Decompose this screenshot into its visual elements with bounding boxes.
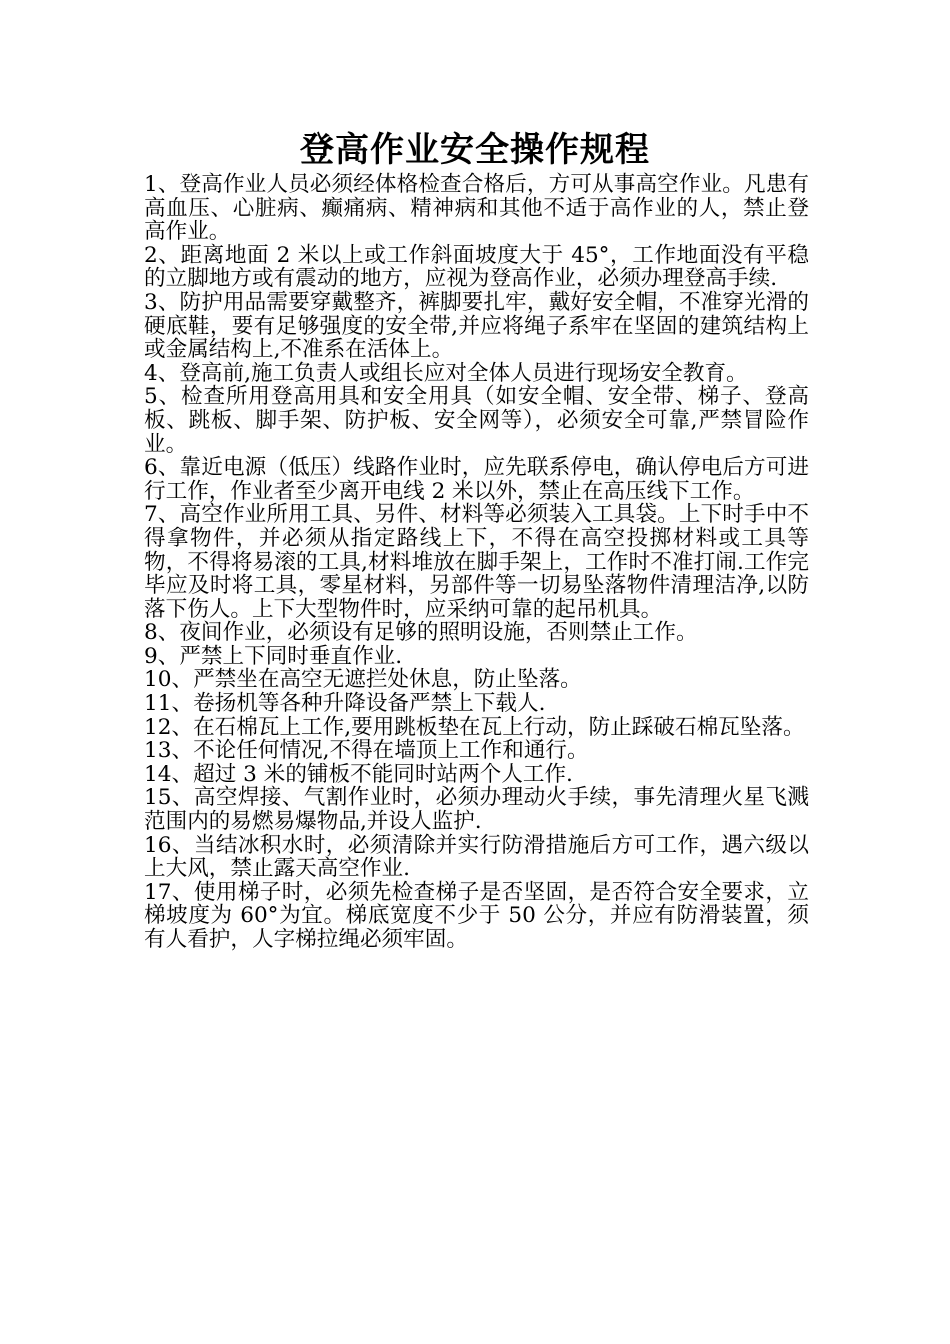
rule-item: 12、在石棉瓦上工作,要用跳板垫在瓦上行动，防止踩破石棉瓦坠落。	[144, 714, 805, 740]
rule-item: 4、登高前,施工负责人或组长应对全体人员进行现场安全教育。	[144, 360, 748, 386]
rule-item: 7、高空作业所用工具、另件、材料等必须装入工具袋。上下时手中不得拿物件，并必须从指定路线上下，不得在高空投掷材料或工具等物，不得将易滚的工具,材料堆放在脚手架上，工作时不准打闹.工作完毕应及时将工具，零星材料，另部件等一切易坠落物件清理洁净,以防落下伤人。上下大型物件时，应采纳可靠的起吊机具。	[144, 502, 809, 622]
rule-item: 11、卷扬机等各种升降设备严禁上下载人.	[144, 691, 546, 717]
rule-item: 3、防护用品需要穿戴整齐，裤脚要扎牢，戴好安全帽，不准穿光滑的硬底鞋，要有足够强度的安全带,并应将绳子系牢在坚固的建筑结构上或金属结构上,不准系在活体上。	[144, 289, 809, 363]
rule-item: 15、高空焊接、气割作业时，必须办理动火手续，事先清理火星飞溅范围内的易燃易爆物品,并设人监护.	[144, 785, 809, 835]
rule-item: 5、检查所用登高用具和安全用具（如安全帽、安全带、梯子、登高板、跳板、脚手架、防护板、安全网等），必须安全可靠,严禁冒险作业。	[144, 384, 809, 457]
rule-item: 9、严禁上下同时垂直作业.	[144, 643, 403, 669]
rule-item: 8、夜间作业，必须设有足够的照明设施，否则禁止工作。	[144, 620, 698, 646]
rules-list	[144, 173, 809, 952]
rule-item: 17、使用梯子时，必须先检查梯子是否坚固，是否符合安全要求，立梯坡度为 60°为宜。梯底宽度不少于 50 公分，并应有防滑装置，须有人看护，人字梯拉绳必须牢固。	[144, 879, 809, 952]
rule-item: 6、靠近电源（低压）线路作业时，应先联系停电，确认停电后方可进行工作，作业者至少离开电线 2 米以外，禁止在高压线下工作。	[144, 455, 809, 504]
rule-item: 16、当结冰积水时，必须清除并实行防滑措施后方可工作，遇六级以上大风，禁止露天高空作业.	[144, 832, 809, 882]
rule-item: 1、登高作业人员必须经体格检查合格后，方可从事高空作业。凡患有高血压、心脏病、癫痛病、精神病和其他不适于高作业的人，禁止登高作业。	[144, 172, 809, 245]
rule-item: 14、超过 3 米的铺板不能同时站两个人工作.	[144, 761, 573, 787]
document-title: 登高作业安全操作规程	[300, 130, 650, 170]
rule-item: 2、距离地面 2 米以上或工作斜面坡度大于 45°，工作地面没有平稳的立脚地方或有震动的地方，应视为登高作业，必须办理登高手续.	[144, 242, 809, 292]
rule-item: 10、严禁坐在高空无遮拦处休息，防止坠落。	[144, 667, 582, 693]
rule-item: 13、不论任何情况,不得在墙顶上工作和通行。	[144, 738, 589, 764]
